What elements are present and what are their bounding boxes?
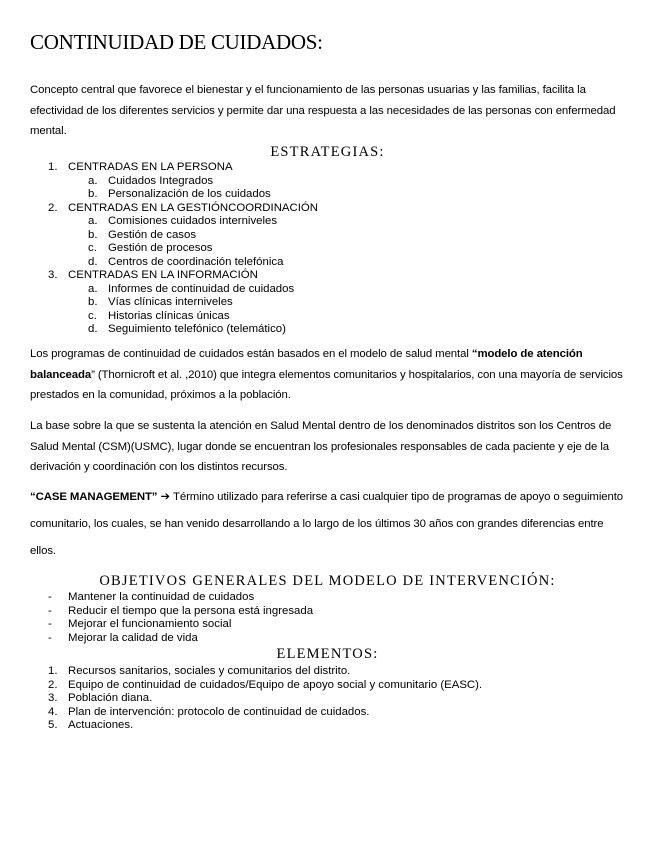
- strategy-item: [30, 229, 318, 243]
- strategy-item: [30, 310, 318, 324]
- objective-label: Reducir el tiempo que la persona está ingresada: [68, 604, 314, 617]
- elements-heading: ELEMENTOS:: [276, 646, 379, 662]
- strategy-group: [30, 202, 318, 216]
- element-item: [30, 719, 482, 733]
- element-label: Actuaciones.: [68, 719, 134, 731]
- base-paragraph: [30, 416, 630, 478]
- list-letter: b.: [88, 228, 98, 241]
- list-number: 1.: [48, 665, 58, 677]
- case-management-term: “CASE MANAGEMENT”: [30, 491, 158, 503]
- element-label: Población diana.: [68, 692, 153, 704]
- programs-text-end: ” (Thornicroft et al. ,2010) que integra elementos comunitarios y hospitalarios, con una mayoría de servicios prestados en la comunidad, próximos a la población.: [30, 368, 623, 401]
- element-label: Equipo de continuidad de cuidados/Equipo de apoyo social y comunitario (EASC).: [68, 678, 483, 691]
- case-management-text: [30, 484, 630, 565]
- objective-item: [30, 632, 313, 646]
- strategy-group: [30, 161, 318, 175]
- dash-bullet-icon: -: [48, 591, 52, 603]
- objective-label: Mantener la continuidad de cuidados: [68, 591, 255, 603]
- objectives-heading: OBJETIVOS GENERALES DEL MODELO DE INTERVENCIÓN:: [99, 573, 556, 589]
- list-letter: b.: [88, 296, 98, 308]
- elements-list: [30, 665, 482, 733]
- dash-bullet-icon: -: [48, 604, 52, 617]
- objective-label: Mejorar el funcionamiento social: [68, 618, 232, 630]
- element-item: [30, 706, 482, 720]
- list-number: 5.: [48, 719, 58, 731]
- list-letter: b.: [88, 188, 98, 200]
- dash-bullet-icon: -: [48, 631, 52, 644]
- strategy-item: [30, 283, 318, 297]
- element-label: Recursos sanitarios, sociales y comunitarios del distrito.: [68, 665, 351, 677]
- element-label: Plan de intervención: protocolo de continuidad de cuidados.: [68, 705, 370, 718]
- base-text: La base sobre la que se sustenta la atención en Salud Mental dentro de los denominados distritos son los Centros de Salud Mental (CSM)(USMC), lugar donde se encuentran los profesionales responsables de cada paciente y eje de la derivación y coordinación con los distintos recursos.: [30, 420, 612, 473]
- list-number: 2.: [48, 201, 58, 214]
- strategy-group-label: CENTRADAS EN LA PERSONA: [68, 161, 233, 173]
- list-letter: a.: [88, 174, 98, 187]
- strategy-item-label: Historias clínicas únicas: [108, 309, 230, 322]
- strategy-group-label: CENTRADAS EN LA GESTIÓNCOORDINACIÓN: [68, 201, 318, 214]
- arrow-icon: ➔: [157, 491, 173, 503]
- list-number: 1.: [48, 161, 58, 173]
- strategy-item: [30, 242, 318, 256]
- list-letter: d.: [88, 255, 98, 268]
- list-number: 3.: [48, 269, 58, 281]
- programs-model-name: “modelo de atención balanceada: [30, 348, 583, 381]
- list-letter: a.: [88, 282, 98, 295]
- element-item: [30, 679, 482, 693]
- strategy-item-label: Seguimiento telefónico (telemático): [108, 323, 286, 335]
- list-number: 4.: [48, 705, 58, 718]
- list-letter: c.: [88, 242, 97, 254]
- strategy-item: [30, 175, 318, 189]
- list-number: 3.: [48, 692, 58, 704]
- strategy-group: [30, 269, 318, 283]
- objective-item: [30, 605, 313, 619]
- strategy-item-label: Gestión de procesos: [108, 242, 213, 254]
- element-item: [30, 692, 482, 706]
- strategy-item-label: Personalización de los cuidados: [108, 188, 271, 200]
- strategy-item-label: Comisiones cuidados interniveles: [108, 215, 278, 227]
- objectives-list: [30, 591, 313, 645]
- programs-text-start: Los programas de continuidad de cuidados están basados en el modelo de salud mental: [30, 348, 472, 360]
- strategy-item-label: Informes de continuidad de cuidados: [108, 282, 295, 295]
- objective-label: Mejorar la calidad de vida: [68, 631, 198, 644]
- strategy-item-label: Vías clínicas interniveles: [108, 296, 233, 308]
- list-letter: c.: [88, 309, 97, 322]
- strategy-item: [30, 296, 318, 310]
- strategy-item: [30, 323, 318, 337]
- list-number: 2.: [48, 678, 58, 691]
- strategy-item: [30, 256, 318, 270]
- list-letter: d.: [88, 323, 98, 335]
- programs-text: [30, 344, 630, 406]
- dash-bullet-icon: -: [48, 618, 52, 630]
- intro-text: Concepto central que favorece el bienestar y el funcionamiento de las personas usuarias y las familias, facilita la efectividad de los diferentes servicios y permite dar una respuesta a las necesidades de las personas con enfermedad mental.: [30, 84, 616, 137]
- programs-paragraph: [30, 344, 630, 406]
- strategy-item-label: Cuidados Integrados: [108, 174, 214, 187]
- list-letter: a.: [88, 215, 98, 227]
- case-management-paragraph: [30, 484, 630, 565]
- case-management-definition: Término utilizado para referirse a casi cualquier tipo de programas de apoyo o seguimiento comunitario, los cuales, se han venido desarrollando a lo largo de los últimos 30 años con grandes diferencias entre ellos.: [30, 491, 624, 557]
- strategy-group-label: CENTRADAS EN LA INFORMACIÓN: [68, 269, 258, 281]
- page-title: CONTINUIDAD DE CUIDADOS:: [30, 30, 323, 54]
- strategy-item-label: Gestión de casos: [108, 228, 197, 241]
- objective-item: [30, 618, 313, 632]
- strategy-item: [30, 188, 318, 202]
- element-item: [30, 665, 482, 679]
- strategies-list: [30, 161, 318, 337]
- objective-item: [30, 591, 313, 605]
- strategy-item: [30, 215, 318, 229]
- intro-paragraph: [30, 80, 630, 142]
- strategies-heading: ESTRATEGIAS:: [270, 144, 385, 160]
- strategy-item-label: Centros de coordinación telefónica: [108, 255, 284, 268]
